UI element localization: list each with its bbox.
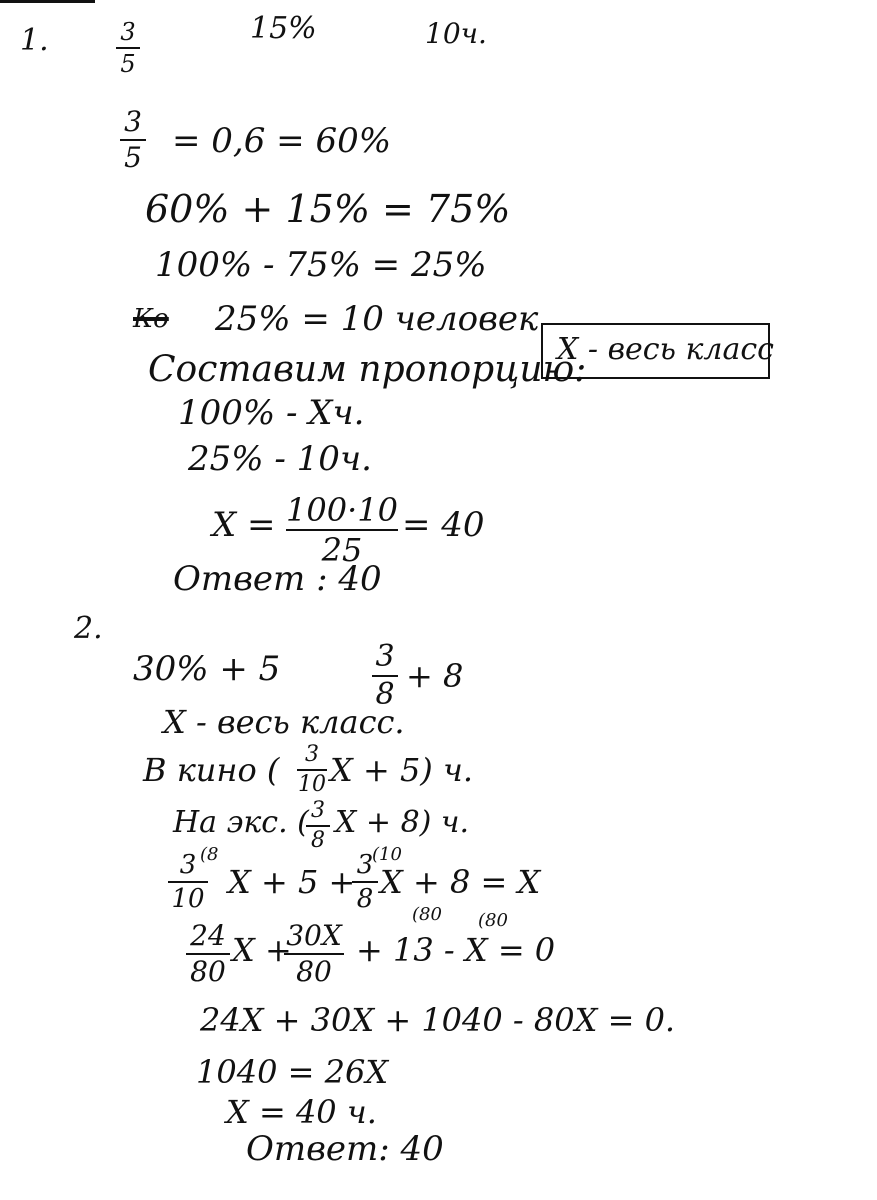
problem1-given-people: 10ч.: [425, 17, 487, 50]
problem1-given-fraction: [116, 20, 140, 76]
problem2-line1: X - весь класс.: [163, 703, 405, 741]
fraction-numerator: 3: [305, 742, 319, 767]
problem1-line1: = 0,6 = 60%: [172, 121, 392, 161]
problem2-number: 2.: [74, 611, 103, 646]
problem2-eq2-multiplier1: (80: [412, 904, 442, 925]
fraction-denominator: 5: [120, 50, 136, 78]
problem2-given1: 30% + 5: [133, 649, 281, 689]
problem2-given2-rest: + 8: [406, 657, 464, 695]
problem1-calc-fraction: [286, 491, 398, 569]
fraction-numerator: 3: [375, 639, 395, 674]
fraction-bar: [297, 769, 327, 771]
problem2-eq2-fraction1: [186, 919, 230, 988]
fraction-denominator: 80: [190, 955, 226, 988]
fraction-denominator: 10: [298, 772, 326, 797]
problem1-line5: Составим пропорцию:: [148, 349, 587, 390]
fraction-denominator: 8: [356, 884, 374, 914]
fraction-numerator: 30X: [286, 919, 342, 952]
fraction-numerator: 100·10: [286, 491, 398, 529]
fraction-numerator: 24: [190, 919, 226, 952]
problem1-proportion-line1: 100% - Xч.: [178, 393, 365, 433]
fraction-numerator: 3: [179, 850, 197, 880]
boxed-note-text: X - весь класс: [557, 332, 774, 367]
problem2-line3-prefix: На экс. (: [173, 805, 309, 840]
problem2-given2-fraction: [372, 639, 398, 712]
problem2-eq1-multiplier2: (10: [372, 844, 402, 865]
problem1-number: 1.: [20, 23, 49, 58]
problem2-line3-suffix: X + 8) ч.: [335, 805, 470, 840]
fraction-bar: [352, 881, 378, 883]
fraction-numerator: 3: [356, 850, 374, 880]
scan-edge-mark: [0, 0, 95, 3]
fraction-denominator: 8: [375, 677, 395, 712]
problem2-eq2-rest: + 13 - X = 0: [356, 931, 556, 969]
fraction-denominator: 80: [296, 955, 332, 988]
fraction-denominator: 5: [124, 141, 142, 174]
problem1-line2: 60% + 15% = 75%: [145, 187, 511, 231]
problem1-answer: Ответ : 40: [173, 559, 382, 599]
problem2-eq3: 24X + 30X + 1040 - 80X = 0.: [200, 1001, 676, 1039]
problem2-answer: Ответ: 40: [246, 1129, 444, 1169]
problem1-struck-text: Ко: [133, 304, 169, 334]
problem1-line3: 100% - 75% = 25%: [155, 245, 487, 285]
problem2-eq2-x1: X +: [232, 931, 292, 969]
fraction-denominator: 25: [321, 531, 363, 569]
problem2-eq1-multiplier1: (8: [200, 844, 219, 865]
problem1-proportion-line2: 25% - 10ч.: [188, 439, 372, 479]
fraction-numerator: 3: [124, 105, 142, 138]
fraction-bar: [168, 881, 208, 883]
problem1-calc-result: = 40: [402, 505, 485, 545]
problem2-eq2-multiplier2: (80: [478, 910, 508, 931]
fraction-numerator: 3: [311, 798, 325, 823]
fraction-numerator: 3: [120, 18, 136, 46]
problem2-line3-fraction: [306, 800, 330, 852]
problem2-eq1-end: X + 8 = X: [380, 863, 541, 901]
problem1-line4: 25% = 10 человек: [215, 299, 539, 339]
fraction-denominator: 8: [311, 828, 325, 853]
fraction-bar: [116, 47, 140, 49]
problem2-line2-fraction: [297, 744, 327, 796]
problem2-eq1-middle: X + 5 +: [228, 863, 356, 901]
problem2-line2-suffix: X + 5) ч.: [330, 751, 474, 789]
problem1-given-percent: 15%: [250, 11, 317, 46]
fraction-bar: [306, 825, 330, 827]
problem1-calc-x: X =: [212, 505, 276, 545]
problem2-eq2-fraction2: [284, 919, 344, 988]
fraction-denominator: 10: [171, 884, 205, 914]
problem2-eq5: X = 40 ч.: [226, 1093, 377, 1131]
problem1-line1-fraction: [120, 105, 146, 174]
problem2-eq4: 1040 = 26X: [196, 1053, 389, 1091]
boxed-note: [541, 323, 774, 379]
problem2-line2-prefix: В кино (: [143, 751, 280, 789]
